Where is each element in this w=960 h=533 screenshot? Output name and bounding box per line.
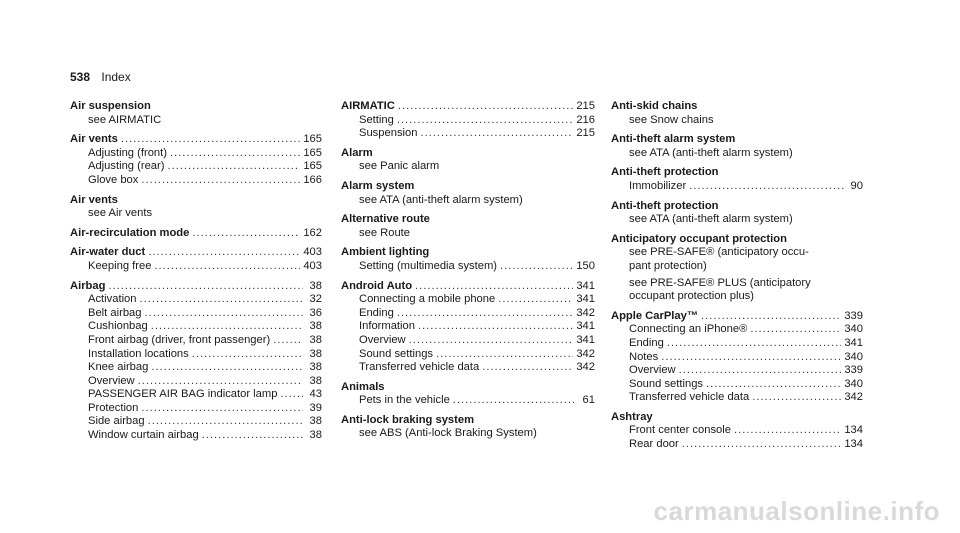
- leader-dots: [121, 133, 300, 147]
- index-entry: [341, 180, 595, 207]
- leader-dots: [170, 147, 300, 161]
- index-heading-label: Air vents: [70, 133, 118, 146]
- index-heading-page: 162: [303, 226, 322, 239]
- index-subentry-label: Knee airbag: [88, 361, 149, 374]
- index-heading-page: 215: [576, 100, 595, 112]
- index-subentry: [611, 180, 863, 194]
- index-heading: [70, 194, 322, 208]
- index-heading: [611, 166, 863, 180]
- index-subentry: [611, 378, 863, 392]
- index-subentry-page: 150: [576, 259, 595, 272]
- leader-dots: [273, 334, 303, 348]
- index-subentry-page: 134: [844, 438, 863, 451]
- leader-dots: [167, 160, 300, 174]
- index-heading-label: Alarm system: [341, 179, 415, 192]
- leader-dots: [482, 361, 573, 375]
- leader-dots: [141, 174, 300, 188]
- index-subentry-label: Information: [359, 320, 415, 333]
- index-subentry-page: 90: [850, 179, 863, 192]
- index-entry: [70, 100, 322, 127]
- index-subentry-label: Window curtain airbag: [88, 429, 199, 442]
- index-heading-page: 38: [309, 279, 322, 292]
- index-subentry: [70, 260, 322, 274]
- index-subentry-page: 341: [576, 293, 595, 306]
- index-subentry: [611, 351, 863, 365]
- leader-dots: [661, 351, 841, 365]
- index-subentry-label: Setting (multimedia system): [359, 259, 498, 272]
- index-subentry: [70, 293, 322, 307]
- index-subentry-label: Connecting an iPhone®: [629, 323, 748, 336]
- index-heading: [341, 213, 595, 227]
- index-subentry: [611, 323, 863, 337]
- page-number: 538: [70, 70, 91, 84]
- index-entry: [341, 381, 595, 408]
- index-subentry: [70, 160, 322, 174]
- index-subentry-page: 32: [309, 293, 322, 306]
- index-subentry-page: 342: [576, 361, 595, 374]
- index-subentry-page: 61: [582, 394, 595, 407]
- see-reference: see Snow chains: [629, 113, 714, 126]
- leader-dots: [397, 114, 573, 128]
- index-subentry-label: Transferred vehicle data: [629, 391, 750, 404]
- index-subentry: [341, 348, 595, 362]
- index-heading: [70, 227, 322, 241]
- index-subentry-label: Setting: [359, 113, 394, 126]
- see-reference-line: occupant protection plus): [629, 290, 755, 303]
- index-subentry-page: 165: [303, 146, 322, 159]
- index-subentry-label: Front center console: [629, 424, 731, 437]
- index-subentry-label: Adjusting (front): [88, 146, 167, 159]
- index-subentry: [611, 424, 863, 438]
- index-subentry-page: 339: [844, 364, 863, 377]
- index-subentry-page: 342: [576, 347, 595, 360]
- index-subentry: [341, 127, 595, 141]
- index-subentry-page: 38: [309, 415, 322, 428]
- leader-dots: [679, 364, 842, 378]
- leader-dots: [701, 310, 841, 324]
- index-subentry-page: 43: [309, 388, 322, 401]
- index-subentry-label: Side airbag: [88, 415, 145, 428]
- leader-dots: [420, 127, 573, 141]
- index-heading-label: Anti-lock braking system: [341, 413, 475, 426]
- index-heading-label: Air-recirculation mode: [70, 226, 190, 239]
- index-subentry-label: Cushionbag: [88, 320, 148, 333]
- index-subentry-page: 38: [309, 333, 322, 346]
- index-subentry: [70, 307, 322, 321]
- index-subentry-page: 216: [576, 113, 595, 126]
- index-subentry-label: Installation locations: [88, 347, 189, 360]
- index-heading: [341, 100, 595, 114]
- leader-dots: [453, 394, 576, 408]
- leader-dots: [418, 320, 573, 334]
- index-subentry-label: Transferred vehicle data: [359, 361, 480, 374]
- index-column-3: [611, 100, 863, 458]
- index-entry: [341, 100, 595, 141]
- index-heading-label: Air suspension: [70, 100, 151, 112]
- see-reference: see ATA (anti-theft alarm system): [629, 146, 793, 159]
- leader-dots: [192, 227, 300, 241]
- leader-dots: [409, 334, 574, 348]
- index-subentry-page: 342: [576, 306, 595, 319]
- index-subentry-label: Overview: [88, 374, 135, 387]
- index-subentry: [70, 320, 322, 334]
- index-heading-page: 403: [303, 246, 322, 259]
- index-subentry: [341, 114, 595, 128]
- index-heading: [611, 133, 863, 147]
- index-column-1: [70, 100, 322, 449]
- index-heading-label: Ambient lighting: [341, 246, 430, 259]
- index-heading-label: Anti-theft protection: [611, 199, 719, 212]
- index-subentry: [70, 375, 322, 389]
- index-subentry: [341, 334, 595, 348]
- leader-dots: [151, 320, 303, 334]
- see-reference: see AIRMATIC: [88, 113, 162, 126]
- leader-dots: [138, 375, 303, 389]
- index-heading-label: Anticipatory occupant protection: [611, 232, 787, 245]
- leader-dots: [498, 293, 573, 307]
- leader-dots: [398, 100, 573, 114]
- index-subentry-page: 38: [309, 347, 322, 360]
- index-subentry-label: Belt airbag: [88, 306, 142, 319]
- see-reference-line: see PRE-SAFE® PLUS (anticipatory: [629, 276, 811, 289]
- index-heading: [70, 246, 322, 260]
- leader-dots: [750, 323, 841, 337]
- index-column-2: [341, 100, 595, 447]
- index-subentry-label: Immobilizer: [629, 179, 687, 192]
- leader-dots: [141, 402, 303, 416]
- index-entry: [70, 280, 322, 443]
- index-subentry-label: PASSENGER AIR BAG indicator lamp: [88, 388, 278, 401]
- index-entry: [341, 147, 595, 174]
- index-subentry: [341, 320, 595, 334]
- index-heading-label: Alternative route: [341, 213, 430, 226]
- page-title: Index: [101, 70, 131, 84]
- watermark: carmanualsonline.info: [653, 496, 940, 526]
- leader-dots: [154, 260, 300, 274]
- index-subentry-label: Pets in the vehicle: [359, 394, 450, 407]
- index-subentry-page: 36: [309, 306, 322, 319]
- index-subentry-page: 165: [303, 160, 322, 173]
- index-subentry-label: Glove box: [88, 173, 139, 186]
- index-subentry-page: 403: [303, 259, 322, 272]
- index-subentry: [70, 388, 322, 402]
- index-heading: [341, 381, 595, 395]
- index-subentry-label: Connecting a mobile phone: [359, 293, 496, 306]
- see-reference: [611, 277, 863, 304]
- leader-dots: [667, 337, 841, 351]
- index-subentry: [70, 174, 322, 188]
- see-reference-line: see PRE-SAFE® (anticipatory occu-: [629, 246, 809, 259]
- see-reference: see ATA (anti-theft alarm system): [629, 213, 793, 226]
- index-heading-page: 165: [303, 133, 322, 146]
- leader-dots: [145, 307, 304, 321]
- index-heading: [611, 200, 863, 214]
- index-heading: [70, 280, 322, 294]
- index-subentry-page: 341: [844, 336, 863, 349]
- index-entry: [70, 194, 322, 221]
- index-subentry: [70, 429, 322, 443]
- index-subentry-label: Overview: [629, 364, 676, 377]
- index-subentry-page: 341: [576, 320, 595, 333]
- index-heading-label: Air-water duct: [70, 246, 146, 259]
- leader-dots: [151, 361, 303, 375]
- see-reference: see Route: [359, 226, 410, 239]
- leader-dots: [752, 391, 841, 405]
- leader-dots: [706, 378, 841, 392]
- index-subentry-page: 134: [844, 424, 863, 437]
- see-reference-line: pant protection): [629, 259, 707, 272]
- index-subentry-page: 341: [576, 333, 595, 346]
- index-entry: [341, 280, 595, 375]
- index-subentry-label: Notes: [629, 350, 659, 363]
- index-heading: [341, 414, 595, 428]
- index-entry: [341, 213, 595, 240]
- index-subentry-page: 340: [844, 377, 863, 390]
- index-subentry: [70, 361, 322, 375]
- index-subentry-label: Sound settings: [629, 377, 704, 390]
- index-subentry: [70, 334, 322, 348]
- index-subentry: [611, 364, 863, 378]
- see-reference: see ABS (Anti-lock Braking System): [359, 427, 537, 440]
- index-heading: [611, 100, 863, 114]
- index-heading-label: Apple CarPlay™: [611, 309, 699, 322]
- index-heading-label: Anti-theft protection: [611, 166, 719, 179]
- leader-dots: [148, 246, 300, 260]
- see-reference: see Air vents: [88, 207, 153, 220]
- index-subentry-label: Rear door: [629, 438, 679, 451]
- index-entry: [70, 246, 322, 273]
- leader-dots: [108, 280, 303, 294]
- index-subentry-page: 340: [844, 323, 863, 336]
- index-subentry-label: Ending: [629, 336, 664, 349]
- leader-dots: [192, 348, 303, 362]
- index-subentry: [70, 147, 322, 161]
- leader-dots: [415, 280, 573, 294]
- index-entry: [611, 100, 863, 127]
- index-subentry: [341, 307, 595, 321]
- index-subentry-label: Front airbag (driver, front passenger): [88, 333, 271, 346]
- index-subentry-page: 39: [309, 401, 322, 414]
- see-reference: see Panic alarm: [359, 160, 440, 173]
- index-heading-label: Anti-theft alarm system: [611, 133, 736, 146]
- index-heading-label: Alarm: [341, 146, 373, 159]
- index-subentry-label: Ending: [359, 306, 394, 319]
- index-entry: [611, 233, 863, 304]
- index-entry: [611, 133, 863, 160]
- see-reference: [611, 246, 863, 273]
- index-subentry-page: 38: [309, 374, 322, 387]
- index-heading: [611, 233, 863, 247]
- leader-dots: [682, 438, 842, 452]
- index-subentry: [70, 402, 322, 416]
- index-heading-label: AIRMATIC: [341, 100, 395, 112]
- index-entry: [341, 414, 595, 441]
- index-heading-label: Airbag: [70, 279, 106, 292]
- index-subentry-page: 38: [309, 361, 322, 374]
- index-heading-page: 339: [844, 309, 863, 322]
- index-subentry-label: Keeping free: [88, 259, 152, 272]
- index-entry: [611, 200, 863, 227]
- index-subentry-page: 166: [303, 173, 322, 186]
- index-subentry: [70, 348, 322, 362]
- leader-dots: [148, 415, 303, 429]
- index-heading: [341, 180, 595, 194]
- leader-dots: [436, 348, 573, 362]
- index-subentry-page: 38: [309, 429, 322, 442]
- leader-dots: [280, 388, 303, 402]
- index-heading-label: Ashtray: [611, 410, 653, 423]
- index-heading: [341, 246, 595, 260]
- index-entry: [611, 166, 863, 193]
- leader-dots: [397, 307, 573, 321]
- index-entry: [70, 227, 322, 241]
- index-heading-label: Android Auto: [341, 279, 413, 292]
- index-heading-page: 341: [576, 279, 595, 292]
- index-entry: [70, 133, 322, 187]
- index-subentry: [70, 415, 322, 429]
- index-subentry-label: Suspension: [359, 127, 418, 140]
- index-subentry: [341, 361, 595, 375]
- index-subentry: [341, 260, 595, 274]
- index-subentry: [611, 337, 863, 351]
- index-heading: [341, 280, 595, 294]
- index-subentry-page: 215: [576, 127, 595, 140]
- index-heading: [70, 133, 322, 147]
- index-subentry-label: Activation: [88, 293, 137, 306]
- index-heading: [341, 147, 595, 161]
- leader-dots: [140, 293, 303, 307]
- index-entry: [611, 411, 863, 452]
- index-subentry: [611, 438, 863, 452]
- index-subentry-label: Adjusting (rear): [88, 160, 165, 173]
- index-entry: [341, 246, 595, 273]
- index-subentry: [341, 293, 595, 307]
- index-heading-label: Air vents: [70, 193, 118, 206]
- index-subentry-label: Protection: [88, 401, 139, 414]
- index-subentry-label: Overview: [359, 333, 406, 346]
- leader-dots: [734, 424, 841, 438]
- index-heading: [70, 100, 322, 114]
- index-subentry-page: 38: [309, 320, 322, 333]
- index-heading: [611, 411, 863, 425]
- index-subentry-page: 340: [844, 350, 863, 363]
- leader-dots: [500, 260, 573, 274]
- leader-dots: [689, 180, 844, 194]
- index-entry: [611, 310, 863, 405]
- leader-dots: [202, 429, 303, 443]
- index-heading-label: Animals: [341, 380, 385, 393]
- index-heading-label: Anti-skid chains: [611, 100, 698, 112]
- index-heading: [611, 310, 863, 324]
- see-reference: see ATA (anti-theft alarm system): [359, 193, 523, 206]
- index-subentry: [611, 391, 863, 405]
- page-header: [70, 70, 131, 84]
- index-subentry-label: Sound settings: [359, 347, 434, 360]
- index-subentry: [341, 394, 595, 408]
- index-subentry-page: 342: [844, 391, 863, 404]
